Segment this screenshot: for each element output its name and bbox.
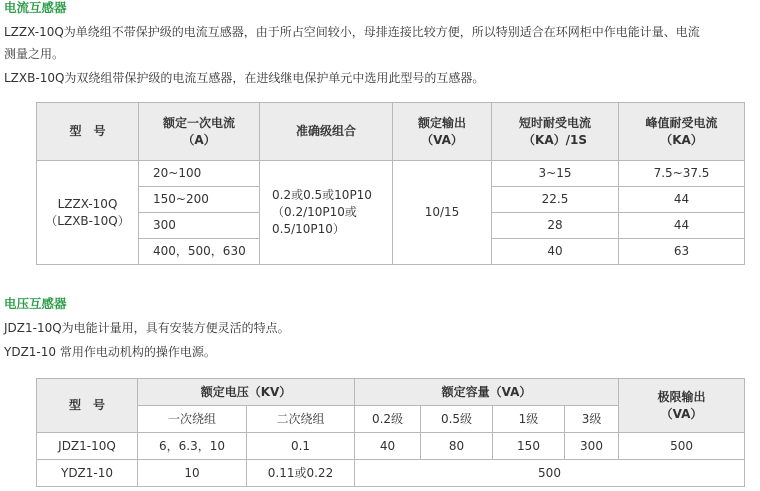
- current-transformer-table: [36, 102, 745, 265]
- header-label: 短时耐受电流: [518, 115, 591, 130]
- header-rated-voltage: 额定电压（KV）: [138, 379, 355, 406]
- capacity-3-cell: 300: [565, 433, 619, 460]
- model-cell: YDZ1-10: [37, 460, 138, 487]
- short-time-current-cell: 40: [492, 239, 619, 265]
- primary-winding-cell: 6，6.3，10: [138, 433, 247, 460]
- limit-output-cell: 500: [619, 433, 745, 460]
- ydz-description: YDZ1-10 常用作电动机构的操作电源。: [4, 345, 216, 359]
- merged-capacity-cell: 500: [355, 460, 745, 487]
- header-secondary-winding: 二次绕组: [247, 406, 355, 433]
- header-primary-winding: 一次绕组: [138, 406, 247, 433]
- capacity-0-2-cell: 40: [355, 433, 421, 460]
- header-model: 型 号: [37, 379, 138, 433]
- header-class-3: 3级: [565, 406, 619, 433]
- model-name-alt: （LZXB-10Q）: [45, 213, 130, 228]
- lzxb-description: LZXB-10Q为双绕组带保护级的电流互感器，在进线继电保护单元中选用此型号的互感器。: [4, 71, 485, 85]
- header-limit-output: [619, 379, 745, 433]
- header-label: 额定一次电流: [162, 115, 235, 130]
- peak-current-cell: 63: [619, 239, 745, 265]
- lzzx-description-line1: LZZX-10Q为单绕组不带保护级的电流互感器，由于所占空间较小，母排连接比较方便，所以特别适合在环网柜中作电能计量、电流: [4, 25, 700, 39]
- header-label: 峰值耐受电流: [645, 115, 718, 130]
- accuracy-cell: [260, 161, 393, 265]
- peak-current-cell: 7.5~37.5: [619, 161, 745, 187]
- header-label: 额定输出: [417, 115, 466, 130]
- header-label: 极限输出: [657, 389, 706, 404]
- header-class-0-2: 0.2级: [355, 406, 421, 433]
- header-unit: （VA）: [421, 132, 463, 147]
- header-rated-primary-current: [139, 103, 260, 161]
- header-unit: （A）: [182, 132, 216, 147]
- section-title-voltage-transformer: 电压互感器: [4, 296, 67, 311]
- section-title-current-transformer: 电流互感器: [4, 0, 67, 15]
- header-short-time-current: [492, 103, 619, 161]
- table-row: [37, 460, 745, 487]
- accuracy-line: 0.5/10P10）: [272, 222, 345, 236]
- header-unit: （KA）: [660, 132, 703, 147]
- rated-current-cell: 20~100: [139, 161, 260, 187]
- short-time-current-cell: 3~15: [492, 161, 619, 187]
- peak-current-cell: 44: [619, 187, 745, 213]
- table-header-row: [37, 103, 745, 161]
- lzzx-description-line2: 测量之用。: [4, 47, 65, 61]
- model-cell: [37, 161, 139, 265]
- accuracy-line: （0.2/10P10或: [272, 205, 357, 219]
- header-class-0-5: 0.5级: [421, 406, 493, 433]
- rated-current-cell: 150~200: [139, 187, 260, 213]
- header-peak-current: [619, 103, 745, 161]
- header-unit: （VA）: [660, 406, 703, 421]
- table-header-row: [37, 379, 745, 406]
- jdz-description: JDZ1-10Q为电能计量用，具有安装方便灵活的特点。: [4, 321, 290, 335]
- voltage-transformer-table: [36, 378, 745, 487]
- table-row: [37, 433, 745, 460]
- header-model: 型 号: [37, 103, 139, 161]
- header-rated-output: [393, 103, 492, 161]
- primary-winding-cell: 10: [138, 460, 247, 487]
- header-class-1: 1级: [493, 406, 565, 433]
- table-row: [37, 161, 745, 187]
- peak-current-cell: 44: [619, 213, 745, 239]
- capacity-1-cell: 150: [493, 433, 565, 460]
- model-cell: JDZ1-10Q: [37, 433, 138, 460]
- secondary-winding-cell: 0.1: [247, 433, 355, 460]
- short-time-current-cell: 28: [492, 213, 619, 239]
- capacity-0-5-cell: 80: [421, 433, 493, 460]
- header-rated-capacity: 额定容量（VA）: [355, 379, 619, 406]
- secondary-winding-cell: 0.11或0.22: [247, 460, 355, 487]
- model-name: LZZX-10Q: [57, 196, 118, 211]
- accuracy-line: 0.2或0.5或10P10: [272, 188, 372, 202]
- header-unit: （KA）/1S: [523, 132, 587, 147]
- rated-current-cell: 300: [139, 213, 260, 239]
- short-time-current-cell: 22.5: [492, 187, 619, 213]
- header-accuracy-combination: 准确级组合: [260, 103, 393, 161]
- rated-current-cell: 400，500，630: [139, 239, 260, 265]
- rated-output-cell: 10/15: [393, 161, 492, 265]
